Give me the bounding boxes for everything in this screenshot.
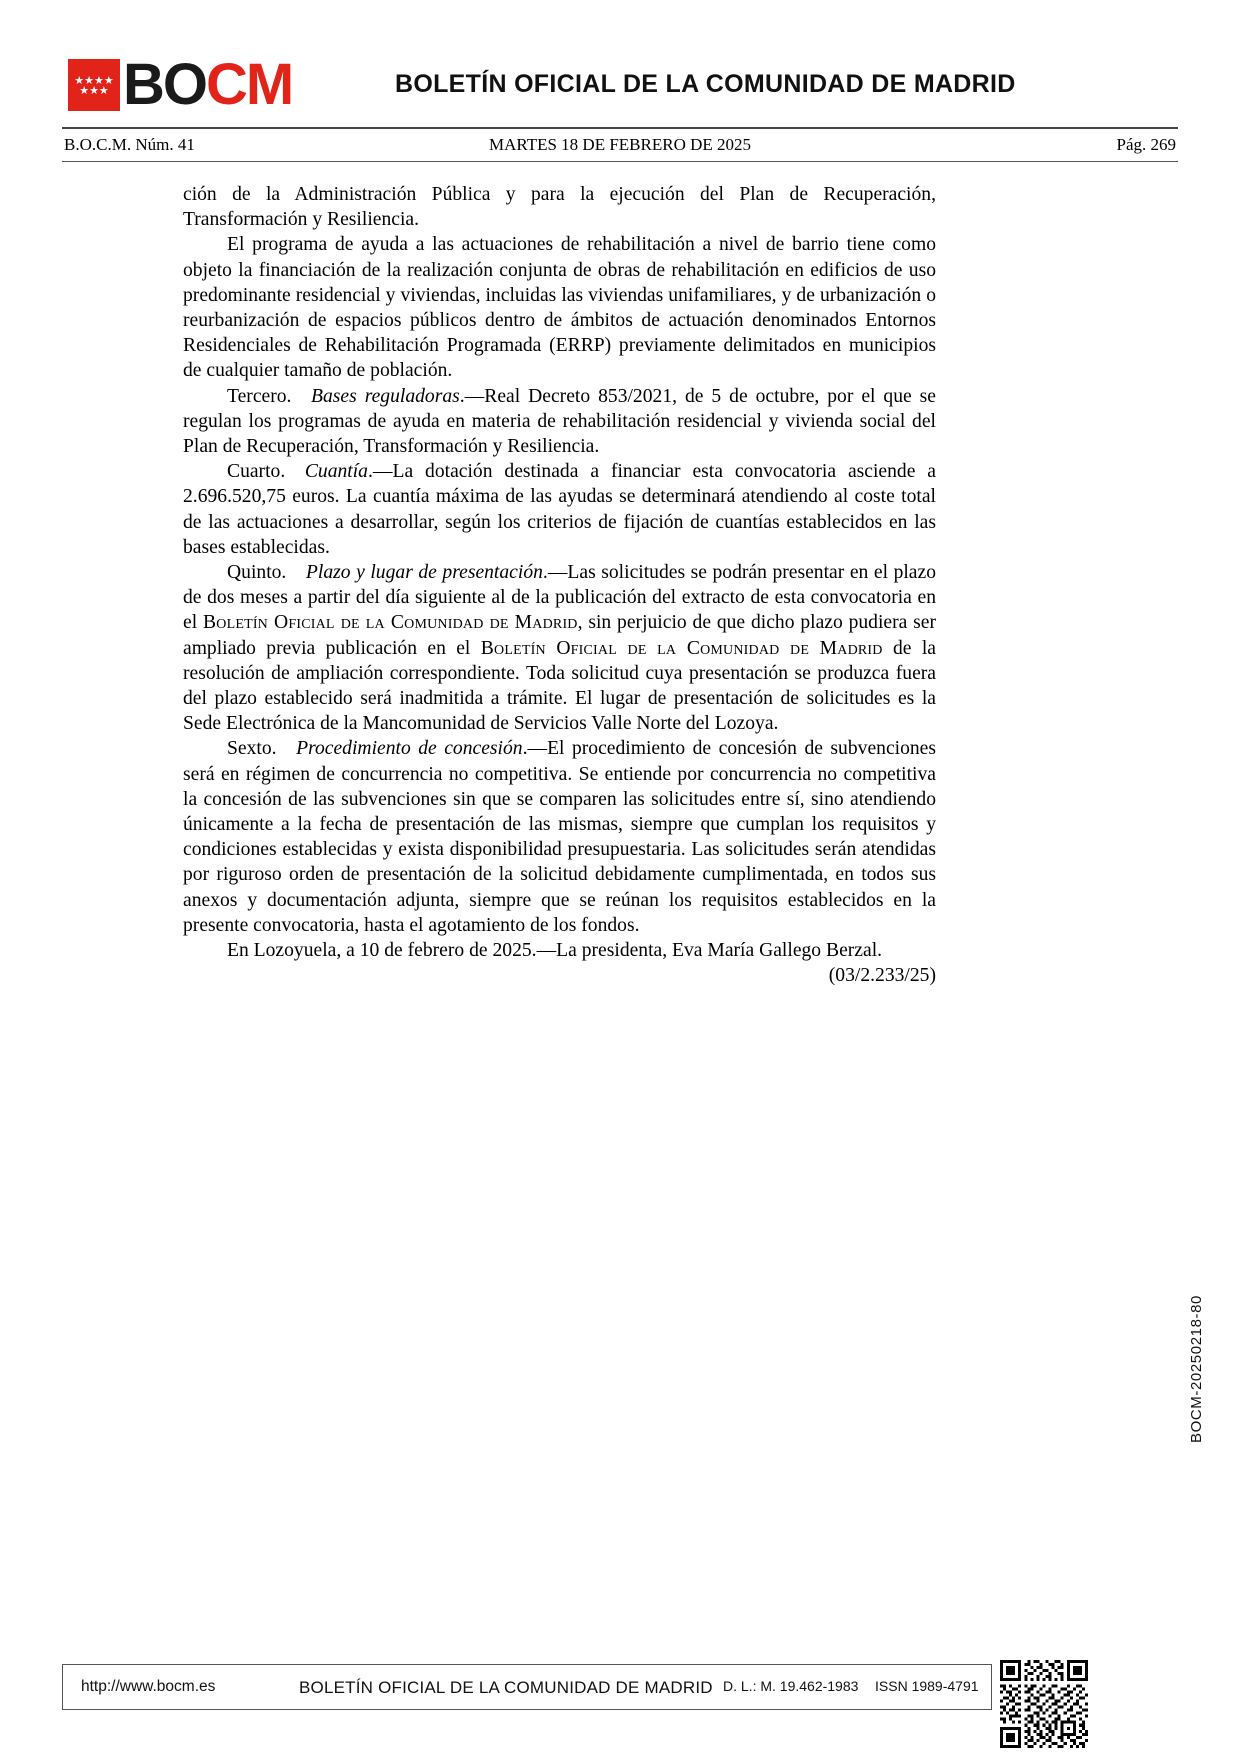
masthead (0, 46, 1240, 124)
running-head (62, 131, 1178, 161)
footer-issn: ISSN 1989-4791 (875, 1678, 979, 1694)
smallcaps-bocm-2: Boletín Oficial de la Comunidad de Madrid (480, 637, 883, 659)
text-sexto: .—El procedimiento de concesión de subvenciones será en régimen de concurrencia no competitiva. Se entiende por concurrencia no competitiva la concesión de las subvenciones sin que se comparen las solicitudes entre sí, sino atendiendo únicamente a la fecha de presentación de las mismas, siempre que cumplan los requisitos y condiciones establecidas y exista disponibilidad presupuestaria. Las solicitudes serán atendidas por riguroso orden de presentación de la solicitud debidamente cumplimentada, en todos sus anexos y documentación adjunta, siempre que se reúnan los requisitos establecidos en la presente convocatoria, hasta el agotamiento de los fondos. (183, 738, 937, 936)
text-tercero: .—Real Decreto 853/2021, de 5 de octubre, por el que se regulan los programas de ayuda en materia de rehabilitación residencial y vivienda social del Plan de Recuperación, Transformación y Resiliencia. (183, 385, 936, 458)
ordinal-quinto: Quinto. (227, 562, 287, 584)
paragraph-tercero (183, 384, 936, 460)
bocm-logo (68, 46, 292, 124)
paragraph-continuation: ción de la Administración Pública y para la ejecución del Plan de Recuperación, Transformación y Resiliencia. (183, 184, 936, 231)
vertical-document-code: BOCM-20250218-80 (1188, 1295, 1205, 1444)
qr-code-icon (1000, 1660, 1088, 1748)
reference-code: (03/2.233/25) (828, 965, 936, 987)
ordinal-sexto: Sexto. (227, 738, 277, 760)
footer-website-link[interactable]: http://www.bocm.es (81, 1678, 216, 1695)
ordinal-cuarto: Cuarto. (227, 461, 286, 483)
running-head-page: Pág. 269 (1116, 135, 1176, 154)
text-quinto-c: de la resolución de ampliación correspondiente. Toda solicitud cuya presentación se produzca fuera del plazo establecido será inadmitida a trámite. El lugar de presentación de solicitudes es la Sede Electrónica de la Mancomunidad de Servicios Valle Norte del Lozoya. (183, 637, 936, 735)
madrid-flag-stars-icon: ★★★★ ★★★ (68, 59, 120, 111)
logo-text-cm: CM (206, 52, 293, 117)
document-body (183, 182, 936, 989)
footer-title: BOLETÍN OFICIAL DE LA COMUNIDAD DE MADRID (299, 1678, 713, 1697)
running-head-issue: B.O.C.M. Núm. 41 (64, 135, 195, 154)
heading-bases-reguladoras: Bases reguladoras (311, 385, 460, 407)
heading-cuantia: Cuantía (304, 461, 368, 483)
paragraph-programa: El programa de ayuda a las actuaciones de rehabilitación a nivel de barrio tiene como objeto la financiación de la realización conjunta de obras de rehabilitación en edificios de uso predominante residencial y viviendas, incluidas las viviendas unifamiliares, y de urbanización o reurbanización de espacios públicos dentro de ámbitos de actuación denominados Entornos Residenciales de Rehabilitación Programada (ERRP) previamente delimitados en municipios de cualquier tamaño de población. (183, 234, 936, 382)
masthead-title: BOLETÍN OFICIAL DE LA COMUNIDAD DE MADRID (395, 70, 1016, 98)
text-cuarto: .—La dotación destinada a financiar esta convocatoria asciende a 2.696.520,75 euros. La cuantía máxima de las ayudas se determinará atendiendo al coste total de las actuaciones a desarrollar, según los criterios de fijación de cuantías establecidos en las bases establecidas. (183, 461, 936, 558)
paragraph-sexto (183, 736, 936, 938)
heading-procedimiento: Procedimiento de concesión (296, 738, 523, 760)
heading-plazo-lugar: Plazo y lugar de presentación (305, 562, 543, 584)
signature-line: En Lozoyuela, a 10 de febrero de 2025.—La presidenta, Eva María Gallego Berzal. (227, 940, 883, 962)
text-quinto-a: .—Las solicitudes se podrán presentar en el plazo de dos meses a partir del día siguiente al de la publicación del extracto de esta convocatoria en el (183, 562, 936, 634)
running-head-divider (62, 161, 1178, 162)
running-head-date: MARTES 18 DE FEBRERO DE 2025 (488, 135, 752, 154)
ordinal-tercero: Tercero. (227, 385, 292, 407)
page-footer (62, 1664, 992, 1710)
logo-text-bo: BO (123, 52, 206, 117)
text-quinto-b: , sin perjuicio de que dicho plazo pudiera ser ampliado previa publicación en el (183, 612, 937, 659)
paragraph-quinto (183, 560, 936, 736)
bocm-logo-text (123, 52, 293, 117)
masthead-divider (62, 127, 1178, 129)
footer-legal-deposit: D. L.: M. 19.462-1983 (723, 1678, 859, 1694)
smallcaps-bocm-1: Boletín Oficial de la Comunidad de Madrid (202, 612, 578, 634)
paragraph-cuarto (183, 459, 936, 560)
